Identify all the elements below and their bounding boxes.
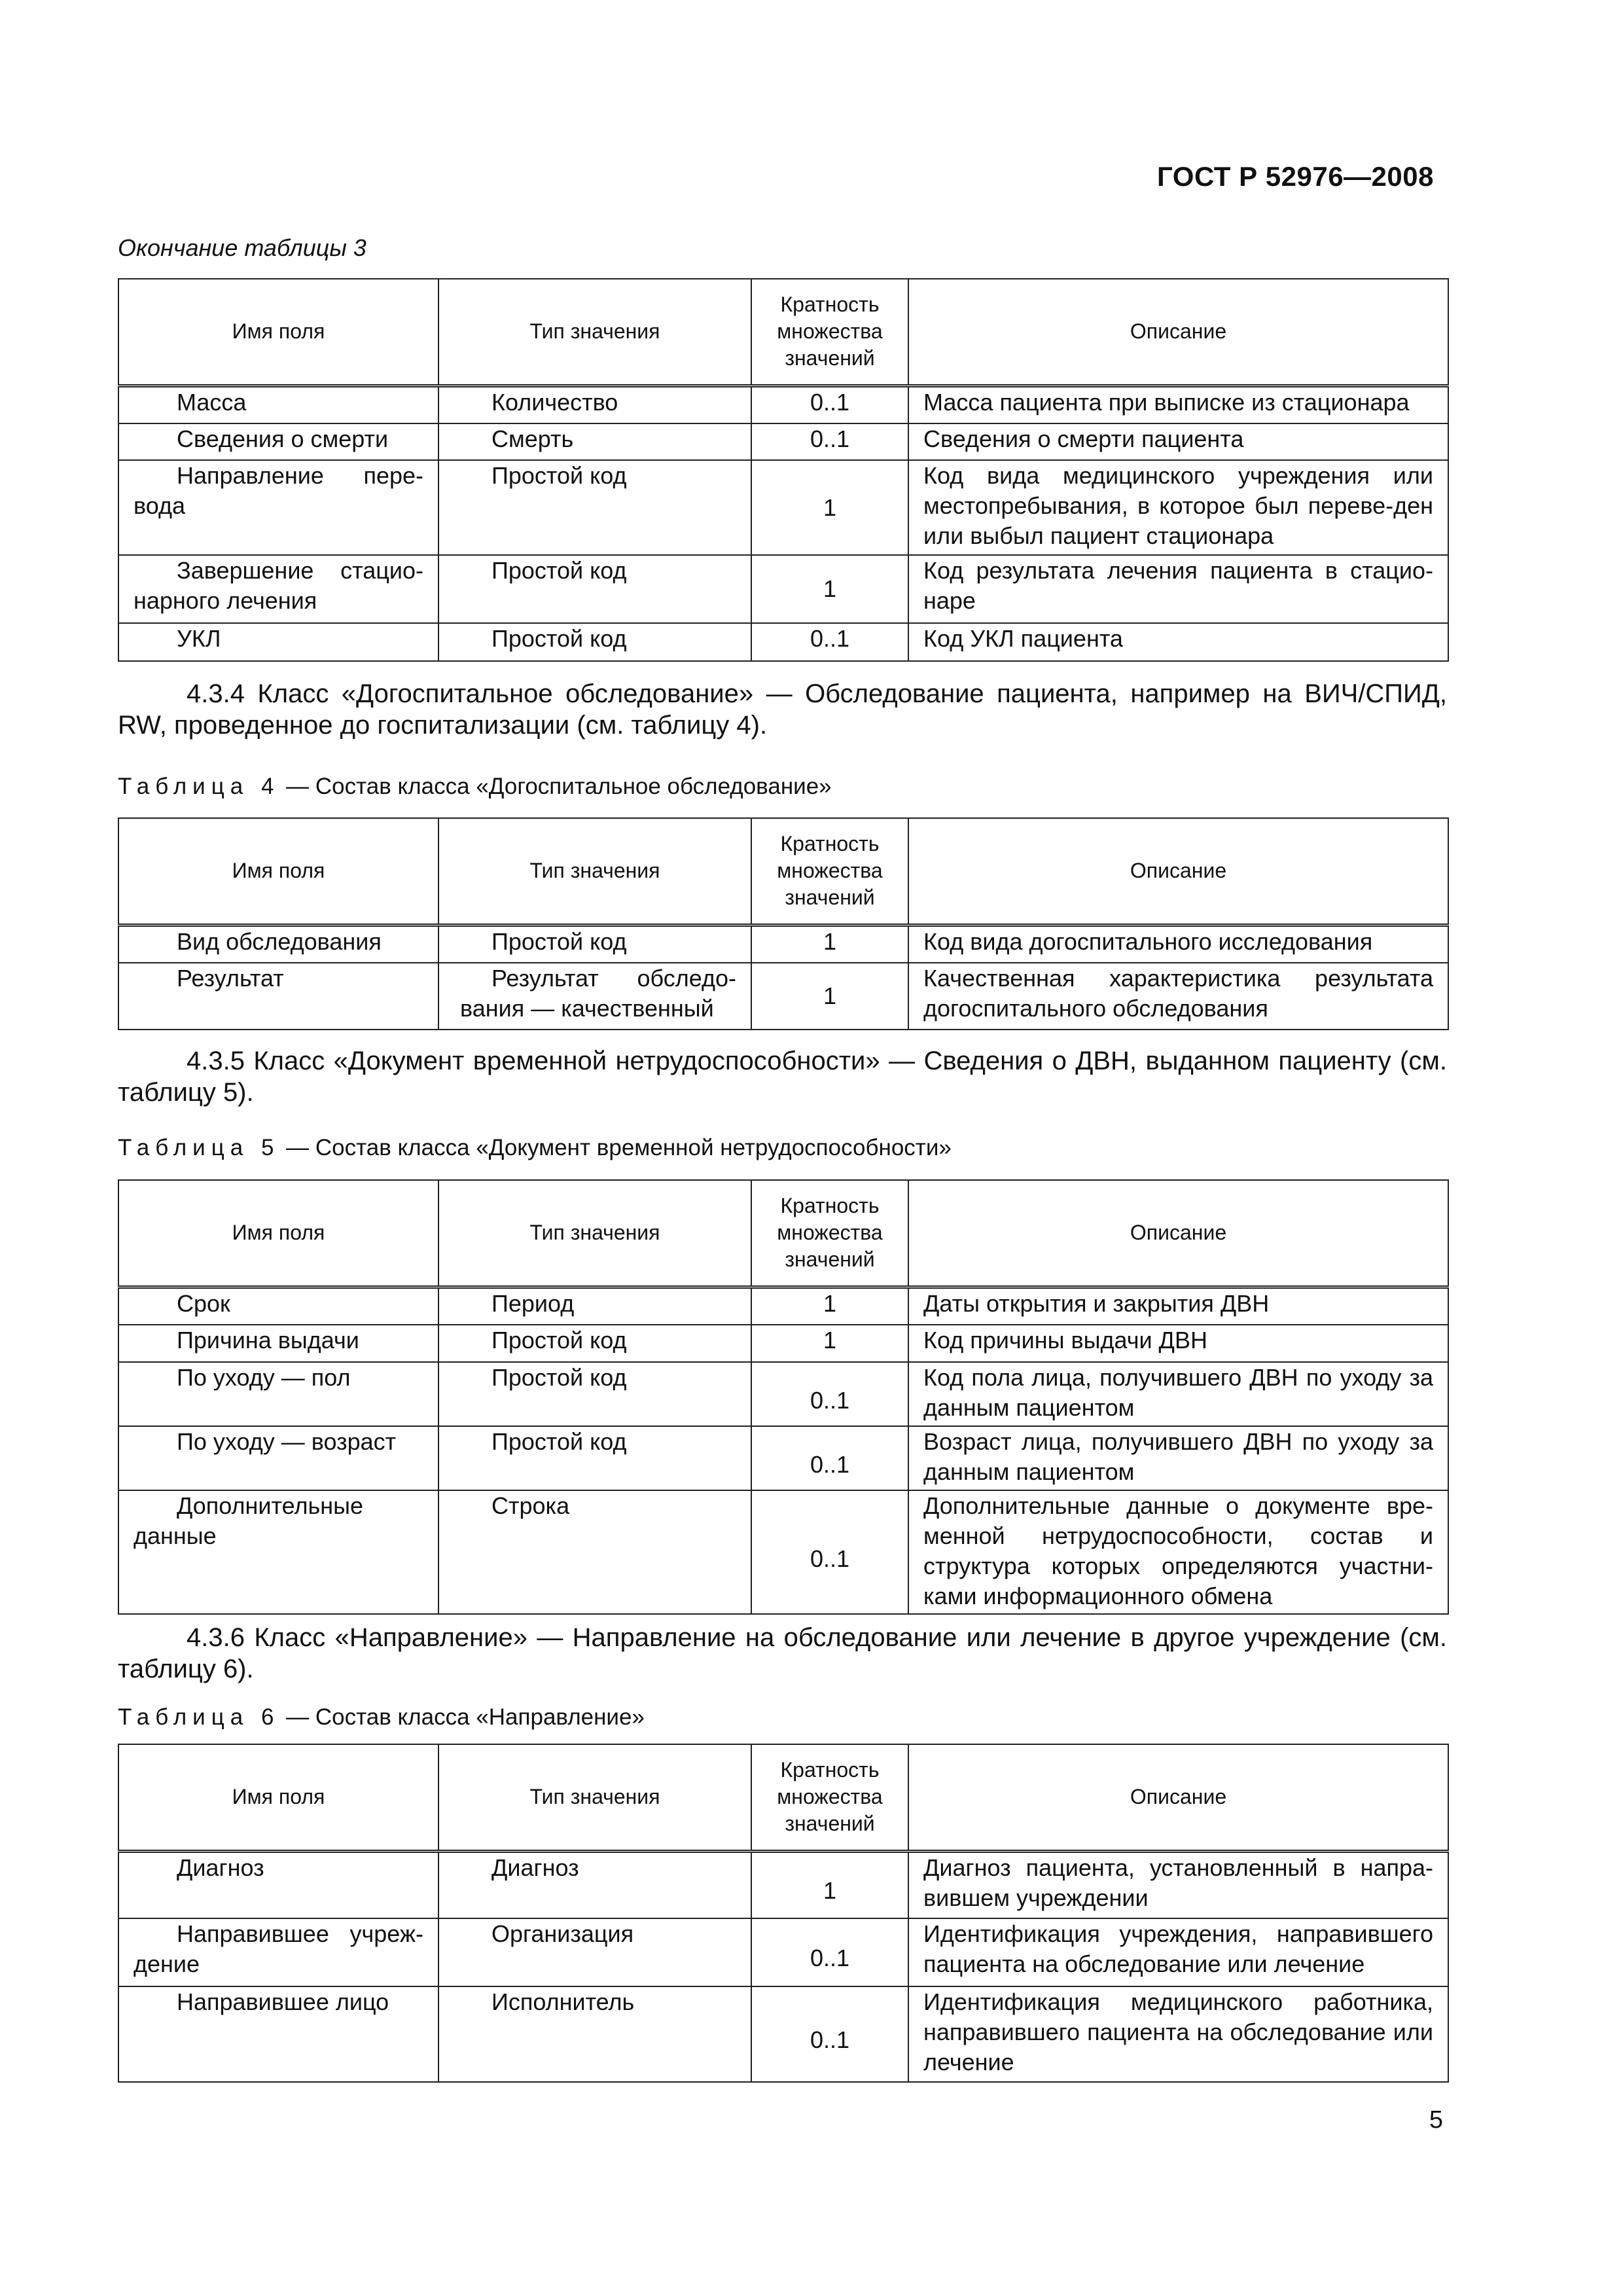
table4-caption-prefix: Таблица 4 (118, 774, 280, 799)
field-name: Сведения о смерти (118, 423, 438, 460)
value-type: Простой код (438, 1362, 751, 1426)
multiplicity: 1 (751, 1287, 908, 1325)
description: Даты открытия и закрытия ДВН (908, 1287, 1448, 1325)
table-row (118, 460, 1448, 555)
table-4 (118, 817, 1449, 1030)
multiplicity: 0..1 (751, 1490, 908, 1614)
table-row (118, 1851, 1448, 1918)
field-name: Вид обследования (118, 925, 438, 963)
multiplicity: 0..1 (751, 1362, 908, 1426)
value-type: Количество (438, 386, 751, 423)
paragraph-4-3-4 (118, 678, 1447, 741)
table6-caption (118, 1704, 645, 1731)
description: Код вида медицинского учреждения или местопребывания, в которое был переве-ден или выбыл пациент стационара (908, 460, 1448, 555)
col-header-desc: Описание (908, 1744, 1448, 1851)
description: Код УКЛ пациента (908, 623, 1448, 661)
multiplicity: 0..1 (751, 423, 908, 460)
standard-header: ГОСТ Р 52976—2008 (1157, 161, 1434, 192)
value-type: Простой код (438, 1426, 751, 1490)
multiplicity: 0..1 (751, 1986, 908, 2082)
value-type: Простой код (438, 1325, 751, 1362)
table-row (118, 1490, 1448, 1614)
field-name: Диагноз (118, 1851, 438, 1918)
table-row (118, 925, 1448, 963)
multiplicity: 1 (751, 1851, 908, 1918)
col-header-desc: Описание (908, 279, 1448, 386)
field-name: Завершение стацио-нарного лечения (118, 555, 438, 623)
table6-caption-title: — Состав класса «Направление» (279, 1704, 645, 1730)
value-type: Результат обследо-вания — качественный (438, 963, 751, 1030)
description: Масса пациента при выписке из стационара (908, 386, 1448, 423)
value-type: Организация (438, 1918, 751, 1986)
description: Код пола лица, получившего ДВН по уходу за данным пациентом (908, 1362, 1448, 1426)
table-row (118, 555, 1448, 623)
page-number: 5 (1429, 2106, 1443, 2134)
multiplicity: 1 (751, 460, 908, 555)
table-3 (118, 278, 1449, 662)
field-name: Направившее лицо (118, 1986, 438, 2082)
multiplicity: 0..1 (751, 1918, 908, 1986)
field-name: По уходу — возраст (118, 1426, 438, 1490)
table5-caption-title: — Состав класса «Документ временной нетрудоспособности» (279, 1135, 952, 1160)
col-header-mult: Кратность множества значений (751, 279, 908, 386)
col-header-field: Имя поля (118, 279, 438, 386)
col-header-type: Тип значения (438, 818, 751, 925)
description: Возраст лица, получившего ДВН по уходу за данным пациентом (908, 1426, 1448, 1490)
table4-caption (118, 774, 832, 800)
description: Дополнительные данные о документе вре-менной нетрудоспособности, состав и структура которых определяются участни-ками информационного обмена (908, 1490, 1448, 1614)
description: Сведения о смерти пациента (908, 423, 1448, 460)
col-header-type: Тип значения (438, 1180, 751, 1287)
col-header-type: Тип значения (438, 1744, 751, 1851)
value-type: Строка (438, 1490, 751, 1614)
value-type: Простой код (438, 623, 751, 661)
table-row (118, 963, 1448, 1030)
table-row (118, 386, 1448, 423)
value-type: Простой код (438, 925, 751, 963)
multiplicity: 1 (751, 963, 908, 1030)
multiplicity: 0..1 (751, 623, 908, 661)
multiplicity: 0..1 (751, 1426, 908, 1490)
table5-caption-prefix: Таблица 5 (118, 1135, 280, 1160)
col-header-desc: Описание (908, 1180, 1448, 1287)
col-header-field: Имя поля (118, 1744, 438, 1851)
table-row (118, 1918, 1448, 1986)
col-header-mult: Кратность множества значений (751, 1744, 908, 1851)
table-row (118, 1362, 1448, 1426)
field-name: Причина выдачи (118, 1325, 438, 1362)
multiplicity: 1 (751, 1325, 908, 1362)
description: Код вида догоспитального исследования (908, 925, 1448, 963)
field-name: Масса (118, 386, 438, 423)
table-row (118, 423, 1448, 460)
value-type: Диагноз (438, 1851, 751, 1918)
field-name: Направившее учреж-дение (118, 1918, 438, 1986)
table-6 (118, 1744, 1449, 2083)
table-row (118, 1426, 1448, 1490)
field-name: Дополнительные данные (118, 1490, 438, 1614)
col-header-mult: Кратность множества значений (751, 1180, 908, 1287)
col-header-desc: Описание (908, 818, 1448, 925)
value-type: Простой код (438, 460, 751, 555)
field-name: Направление пере-вода (118, 460, 438, 555)
paragraph-text: 4.3.6 Класс «Направление» — Направление на обследование или лечение в другое учреждение (см. таблицу 6). (118, 1623, 1447, 1683)
table6-caption-prefix: Таблица 6 (118, 1704, 280, 1730)
paragraph-4-3-6 (118, 1622, 1447, 1685)
table-5 (118, 1179, 1449, 1615)
col-header-field: Имя поля (118, 818, 438, 925)
paragraph-text: 4.3.4 Класс «Догоспитальное обследование» — Обследование пациента, например на ВИЧ/СПИД, RW, проведенное до госпитализации (см. таблицу 4). (118, 679, 1447, 740)
field-name: По уходу — пол (118, 1362, 438, 1426)
value-type: Исполнитель (438, 1986, 751, 2082)
description: Качественная характеристика результата догоспитального обследования (908, 963, 1448, 1030)
table-row (118, 623, 1448, 661)
table4-caption-title: — Состав класса «Догоспитальное обследование» (279, 774, 832, 799)
table-row (118, 1287, 1448, 1325)
field-name: УКЛ (118, 623, 438, 661)
multiplicity: 1 (751, 555, 908, 623)
paragraph-text: 4.3.5 Класс «Документ временной нетрудоспособности» — Сведения о ДВН, выданном пациенту (см. таблицу 5). (118, 1047, 1447, 1107)
field-name: Результат (118, 963, 438, 1030)
multiplicity: 0..1 (751, 386, 908, 423)
col-header-field: Имя поля (118, 1180, 438, 1287)
multiplicity: 1 (751, 925, 908, 963)
description: Идентификация медицинского работника, направившего пациента на обследование или лечение (908, 1986, 1448, 2082)
col-header-type: Тип значения (438, 279, 751, 386)
table-row (118, 1986, 1448, 2082)
table5-caption (118, 1135, 952, 1161)
description: Код причины выдачи ДВН (908, 1325, 1448, 1362)
value-type: Период (438, 1287, 751, 1325)
description: Диагноз пациента, установленный в напра-вившем учреждении (908, 1851, 1448, 1918)
value-type: Смерть (438, 423, 751, 460)
description: Код результата лечения пациента в стацио-наре (908, 555, 1448, 623)
field-name: Срок (118, 1287, 438, 1325)
table-row (118, 1325, 1448, 1362)
paragraph-4-3-5 (118, 1045, 1447, 1108)
value-type: Простой код (438, 555, 751, 623)
col-header-mult: Кратность множества значений (751, 818, 908, 925)
description: Идентификация учреждения, направившего пациента на обследование или лечение (908, 1918, 1448, 1986)
table3-caption: Окончание таблицы 3 (118, 234, 366, 261)
